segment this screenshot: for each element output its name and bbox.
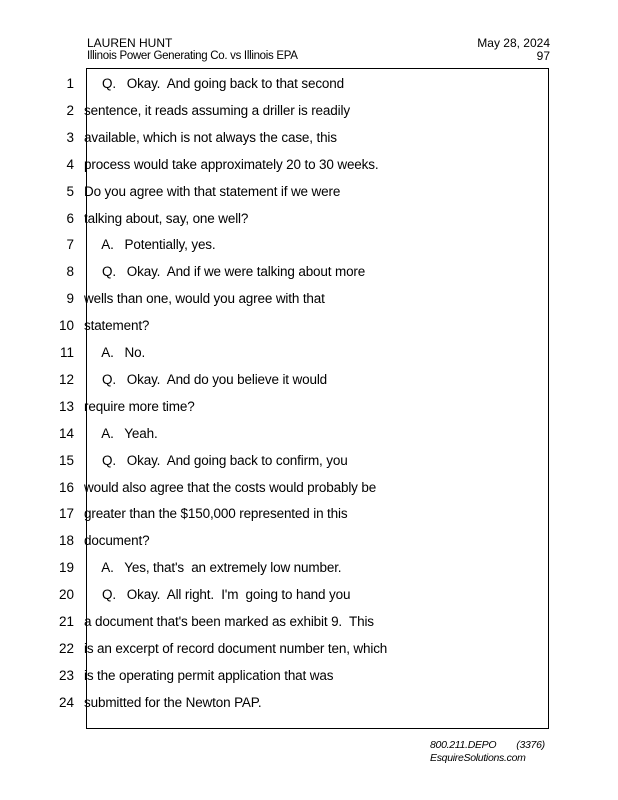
transcript-line: process would take approximately 20 to 30 weeks. xyxy=(84,157,379,172)
witness-name: LAUREN HUNT xyxy=(87,36,173,50)
page-header-right xyxy=(477,37,550,63)
transcript-line: is an excerpt of record document number ten, which xyxy=(84,641,388,656)
transcript-line: A. Yeah. xyxy=(84,426,158,441)
transcript-line: document? xyxy=(84,533,150,548)
line-number: 13 xyxy=(58,399,74,414)
line-number: 15 xyxy=(58,453,74,468)
line-number: 6 xyxy=(66,211,74,226)
footer-website: EsquireSolutions.com xyxy=(430,752,526,764)
transcript-line: would also agree that the costs would probably be xyxy=(84,480,377,495)
transcript-line: Do you agree with that statement if we were xyxy=(84,184,341,199)
line-number: 10 xyxy=(58,318,74,333)
line-number: 3 xyxy=(66,130,74,145)
line-number: 22 xyxy=(58,641,74,656)
line-number: 20 xyxy=(58,587,74,602)
line-number: 2 xyxy=(66,103,74,118)
line-number: 19 xyxy=(58,560,74,575)
transcript-line: greater than the $150,000 represented in this xyxy=(84,506,348,521)
transcript-line: Q. Okay. And going back to that second xyxy=(84,76,345,91)
transcript-line: require more time? xyxy=(84,399,195,414)
transcript-line: sentence, it reads assuming a driller is readily xyxy=(84,103,350,118)
line-number: 18 xyxy=(58,533,74,548)
line-number: 9 xyxy=(66,291,74,306)
transcript-line: is the operating permit application that was xyxy=(84,668,334,683)
footer-code: (3376) xyxy=(516,739,545,751)
line-number: 23 xyxy=(58,668,74,683)
page-footer xyxy=(430,739,545,765)
transcript-line: Q. Okay. And do you believe it would xyxy=(84,372,328,387)
transcript-line: available, which is not always the case, this xyxy=(84,130,337,145)
transcript-line: a document that's been marked as exhibit 9. This xyxy=(84,614,374,629)
line-number: 14 xyxy=(58,426,74,441)
transcript-line: wells than one, would you agree with that xyxy=(84,291,325,306)
transcript-line: Q. Okay. All right. I'm going to hand you xyxy=(84,587,351,602)
line-number: 11 xyxy=(59,345,74,360)
transcript-line: talking about, say, one well? xyxy=(84,211,249,226)
case-caption: Illinois Power Generating Co. vs Illinois EPA xyxy=(87,50,298,62)
line-number: 4 xyxy=(66,157,74,172)
line-number: 7 xyxy=(66,237,74,252)
transcript-line: Q. Okay. And going back to confirm, you xyxy=(84,453,348,468)
transcript-line: A. Yes, that's an extremely low number. xyxy=(84,560,342,575)
page-number: 97 xyxy=(536,49,550,63)
deposition-date: May 28, 2024 xyxy=(477,36,550,50)
line-number: 17 xyxy=(58,506,74,521)
transcript-line: statement? xyxy=(84,318,150,333)
transcript-line: Q. Okay. And if we were talking about more xyxy=(84,264,366,279)
page-header-left xyxy=(87,37,298,63)
line-number: 16 xyxy=(58,480,74,495)
footer-phone: 800.211.DEPO xyxy=(430,739,497,751)
line-number: 1 xyxy=(66,76,74,91)
transcript-line: A. Potentially, yes. xyxy=(84,237,216,252)
transcript-line: submitted for the Newton PAP. xyxy=(84,695,262,710)
line-number: 21 xyxy=(58,614,74,629)
line-number: 8 xyxy=(66,264,74,279)
transcript-line: A. No. xyxy=(84,345,146,360)
line-number: 5 xyxy=(66,184,74,199)
line-number: 12 xyxy=(58,372,74,387)
line-number: 24 xyxy=(58,695,74,710)
